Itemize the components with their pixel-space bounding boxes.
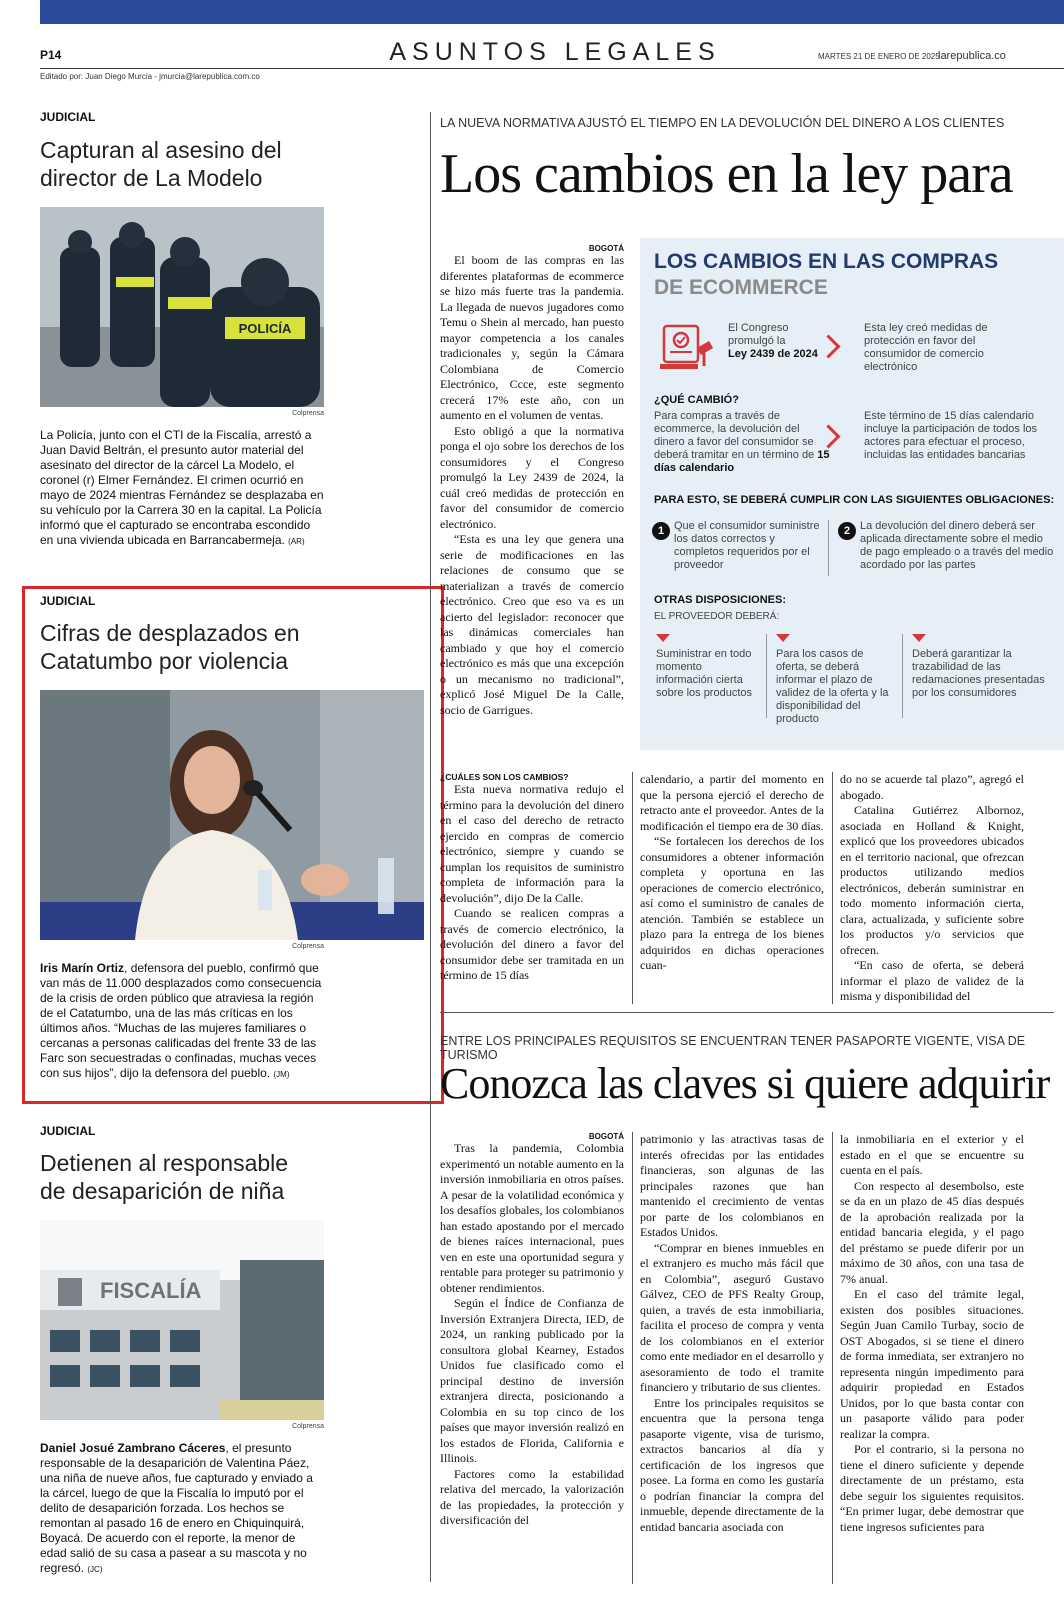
- article2-p7: la inmobiliaria en el exterior y el estado en el que se encuentre su cuenta en el país.: [840, 1132, 1024, 1177]
- brand-bar: [40, 0, 1064, 24]
- article2-p1: Tras la pandemia, Colombia experimentó un notable aumento en la inversión inmobiliaria en otros países. A pesar de la volatilidad económica y los desafíos globales, los colombianos han estado apostando por el mercado de bienes raíces internacional, pues ven en este una oportunidad segura y rentable para proteger su patrimonio y obtener rendimientos.: [440, 1141, 624, 1295]
- article1-kicker: LA NUEVA NORMATIVA AJUSTÓ EL TIEMPO EN LA DEVOLUCIÓN DEL DINERO A LOS CLIENTES: [440, 116, 1005, 130]
- edition-date: MARTES 21 DE ENERO DE 2025: [818, 52, 940, 61]
- article2-col3: [840, 1132, 1024, 1535]
- law-effect: Esta ley creó medidas de protección en favor del consumidor de comercio electrónico: [864, 322, 988, 373]
- other-provisions-head: OTRAS DISPOSICIONES:: [654, 594, 787, 606]
- column-divider: [430, 112, 431, 1582]
- svg-text:POLICÍA: POLICÍA: [238, 321, 292, 336]
- article1-p8: do no se acuerde tal plazo”, agregó el abogado.: [840, 772, 1024, 802]
- obligation-2-badge: 2: [838, 522, 856, 540]
- article2-col1: [440, 1132, 624, 1529]
- brief1-photo-credit: Colprensa: [292, 410, 324, 417]
- brief3-title: [40, 1149, 288, 1205]
- police-officers-image: [40, 207, 324, 407]
- congress-block: [728, 322, 823, 361]
- article1-col1-lower: [440, 772, 624, 984]
- article2-headline: Conozca las claves si quiere adquirir: [440, 1059, 1050, 1108]
- article1-col1: [440, 244, 624, 718]
- brief1-title: [40, 136, 282, 192]
- article1-p4: Esta nueva normativa redujo el término para la devolución del dinero en el caso del derecho de retracto ejercido en compras de comercio electrónico, siempre y cuando se cumplan los requisitos de suministro completa de información para la devolución”, dijo De la Calle.: [440, 782, 624, 905]
- article1-p7: “Se fortalecen los derechos de los consumidores a obtener información completa y oportuna en las operaciones de comercio electrónico, así como el suministro de canales de atención. También se establece un plazo para la entrega de los bienes adquiridos en dichas operaciones cuan-: [640, 834, 824, 972]
- section-title: ASUNTOS LEGALES: [389, 38, 721, 66]
- brief3-signature: (JC): [87, 1565, 103, 1574]
- obligation-2: La devolución del dinero deberá ser aplicada directamente sobre el medio de pago empleado o a través del medio acordado por las partes: [860, 520, 1054, 571]
- obligation-1-badge: 1: [652, 522, 670, 540]
- article1-col2: [640, 772, 824, 974]
- brief1-photo: [40, 207, 324, 407]
- infographic-subtitle: DE ECOMMERCE: [654, 276, 828, 299]
- article2-kicker: ENTRE LOS PRINCIPALES REQUISITOS SE ENCUENTRAN TENER PASAPORTE VIGENTE, VISA DE TURISMO: [440, 1034, 1026, 1062]
- article2-p5: “Comprar en bienes inmuebles en el extranjero es mucho más fácil que en Colombia”, aseguró Gustavo Gálvez, CEO de PFS Realty Group, quien, a través de esta inmobiliaria, facilita el proceso de compra y venta de los colombianos en el exterior como ente mediador en el desarrollo y asesoramiento de todo el tramite financiero y tributario de sus clientes.: [640, 1240, 824, 1394]
- article2-p4: patrimonio y las atractivas tasas de interés ofrecidas por las entidades financieras, son algunas de las principales razones que han mantenido el crecimiento de ventas por parte de los colombianos en Estados Unidos.: [640, 1132, 824, 1239]
- brief1-title-line1: Capturan al asesino del: [40, 137, 282, 163]
- article2-p9: En el caso del trámite legal, existen dos posibles situaciones. Según Juan Camilo Turbay, socio de OST Abogados, si se tiene el dinero de forma inmediata, ser extranjero no representa ningún impedimento para adquirir propiedad en Estados Unidos, por lo que basta contar con un pasaporte válido para poder realizar la compra.: [840, 1287, 1024, 1441]
- brief3-tag: JUDICIAL: [40, 1124, 96, 1138]
- article1-p6: calendario, a partir del momento en que la persona ejerció el derecho de retracto ante el proveedor. Antes de la modificación el tiempo era de 30 días.: [640, 772, 824, 833]
- obligation-divider: [828, 520, 829, 576]
- provision-divider: [902, 634, 903, 718]
- change-detail: Este término de 15 días calendario incluye la participación de todos los actores para efectuar el proceso, incluidas las entidades bancarias: [864, 410, 1038, 461]
- brief2-signature: (JM): [273, 1070, 290, 1079]
- brief3-title-line2: de desaparición de niña: [40, 1178, 285, 1204]
- article1-headline: Los cambios en la ley para: [440, 143, 1013, 205]
- provision-3: Deberá garantizar la trazabilidad de las redamaciones presentadas por los consumidores: [912, 648, 1045, 699]
- brief2-body: , defensora del pueblo, confirmó que van más de 11.000 desplazados como consecuencia de la crisis de orden público que atraviesa la región de el Catatumbo, una de las más críticas en los últimos años. “Muchas de las mujeres familiares o cercanas a personas calificadas del frente 33 de las Farc son secuestradas o confinadas, muchas veces con sus hijos”, dijo la defensora del pueblo.: [40, 961, 322, 1080]
- article1-divider-2: [832, 772, 833, 1004]
- article1-p9: Catalina Gutiérrez Albornoz, asociada en Holland & Knight, explicó que los proveedores ubicados en el territorio nacional, que ofrezcan productos utilizando medios electrónicos, deberán suministrar en todo momento información cierta, clara, actualizada, y suficiente sobre los productos y/o servicios que ofrecen.: [840, 803, 1024, 957]
- brief3-lead-name: Daniel Josué Zambrano Cáceres: [40, 1441, 226, 1455]
- fiscalia-building-image: [40, 1220, 324, 1420]
- article1-p2: Esto obligó a que la normativa ponga el ojo sobre los derechos de los consumidores y el Congreso promulgó la Ley 2439 de 2024, la cuál creó medidas de protección en favor del consumidor de comercio electrónico.: [440, 423, 624, 531]
- law-name: Ley 2439 de 2024: [728, 348, 818, 360]
- brief1-title-line2: director de La Modelo: [40, 165, 263, 191]
- brief3-photo-credit: Colprensa: [292, 1423, 324, 1430]
- brief3-body: , el presunto responsable de la desaparición de Valentina Páez, una niña de nueve años, fue capturado y enviado a la cárcel, luego de que la Fiscalía lo imputó por el delito de desaparición forzada. Los hechos se remontan al pasado 16 de enero en Chiquinquirá, Boyacá. De acuerdo con el reporte, la menor de edad salió de su casa a pasear a su mascota y no regresó.: [40, 1441, 313, 1575]
- article2-p8: Con respecto al desembolso, este se da en un plazo de 45 días después de la aprobación realizada por la entidad bancaria elegida, y el pago del préstamo se puede diferir por un máximo de 30 años, con una tasa de 7% anual.: [840, 1178, 1024, 1286]
- article2-location: BOGOTÁ: [588, 1132, 624, 1141]
- article1-location: BOGOTÁ: [588, 244, 624, 253]
- article1-p10: “En caso de oferta, se deberá informar el plazo de validez de la misma y disponibilidad del: [840, 958, 1024, 1003]
- svg-text:FISCALÍA: FISCALÍA: [100, 1278, 202, 1303]
- header-rule: [40, 68, 1064, 69]
- article1-p3: “Esta es una ley que genera una serie de modificaciones en las relaciones de consumo que se materializan a través de comercio electrónico. Creo que eso va es un acierto del legislador: reconocer que las dinámicas comerciales han cambiado y que hoy el comercio electrónico es más que una excepción o un mecanismo no tradicional”, explicó José Miguel De la Calle, socio de Garrigues.: [440, 532, 624, 717]
- article1-p1: El boom de las compras en las diferentes plataformas de ecommerce se hizo más fuerte tras la pandemia. La llegada de nuevos jugadores como Temu o Shein al mercado, han puesto mayor competencia a los canales tradicionales y, según la Cámara Colombiana de Comercio Electrónico, Ccce, este segmento crecerá 17% este año, con un aumento en el volumen de ventas.: [440, 253, 624, 422]
- brief1-tag: JUDICIAL: [40, 110, 96, 124]
- article1-col3: [840, 772, 1024, 1005]
- brief1-text: [40, 428, 324, 549]
- triangle-down-icon: [776, 634, 790, 642]
- article2-p3: Factores como la estabilidad relativa del mercado, la valorización de las propiedades, la protección y diversificación del: [440, 1466, 624, 1527]
- obligation-1: Que el consumidor suministre los datos correctos y completos requeridos por el proveedor: [674, 520, 820, 571]
- change-block: [654, 410, 830, 475]
- obligations-head: PARA ESTO, SE DEBERÁ CUMPLIR CON LAS SIGUIENTES OBLIGACIONES:: [654, 494, 1055, 506]
- brief1-signature: (AR): [288, 537, 305, 546]
- article2-divider-2: [832, 1132, 833, 1584]
- brief2-lead-name: Iris Marín Ortiz: [40, 961, 125, 975]
- brief3-title-line1: Detienen al responsable: [40, 1150, 289, 1176]
- article2-rule: [440, 1012, 1054, 1013]
- brief2-title-line1: Cifras de desplazados en: [40, 620, 300, 646]
- article2-p6: Entre los principales requisitos se encuentra que la persona tenga pasaporte vigente, visa de turismo, extractos bancarios al día y certificación de los ingresos que posee. La forma en como les gustaría o podrían financiar la compra del inmueble, depende directamente de la entidad bancaria asociada con: [640, 1395, 824, 1534]
- article1-divider-1: [632, 772, 633, 1004]
- article2-divider-1: [632, 1132, 633, 1584]
- gavel-laptop-icon: [660, 320, 716, 372]
- page-number: P14: [40, 48, 62, 62]
- article2-p2: Según el Índice de Confianza de Inversión Extranjera Directa, IED, de 2024, un ranking publicado por la consultora global Kearney, Estados Unidos fue clasificado como el principal destino de inversión extranjera directa, posicionando a Colombia en su top cinco de los países que mayor inversión realizó en los estados de Florida, California e Illinois.: [440, 1296, 624, 1465]
- brief3-text: [40, 1441, 324, 1577]
- change-term: 15 días calendario: [654, 449, 830, 474]
- congress-text: El Congreso promulgó la: [728, 322, 789, 347]
- highlight-box: [22, 586, 444, 1104]
- provision-2: Para los casos de oferta, se deberá informar el plazo de validez de la oferta y la disponibilidad del producto: [776, 648, 889, 725]
- infographic-panel: [640, 238, 1064, 750]
- what-changed-head: ¿QUÉ CAMBIÓ?: [654, 394, 739, 406]
- article2-p10: Por el contrario, si la persona no tiene el dinero suficiente y depende directamente de un préstamo, esta debe seguir los siguientes requisitos. “En primer lugar, debe demostrar que tiene ingresos suficientes para: [840, 1442, 1024, 1534]
- triangle-down-icon: [656, 634, 670, 642]
- provision-1: Suministrar en todo momento información cierta sobre los productos: [656, 648, 752, 699]
- editor-line: Editado por: Juan Diego Murcia - jmurcia@larepublica.com.co: [40, 72, 260, 81]
- article1-subhead: ¿CUÁLES SON LOS CAMBIOS?: [440, 772, 569, 782]
- provision-divider: [766, 634, 767, 718]
- article1-p5: Cuando se realicen compras a través de comercio electrónico, la devolución del dinero a favor del consumidor debe ser tramitada en un término de 15 días: [440, 906, 624, 982]
- brief2-photo-credit: Colprensa: [292, 943, 324, 950]
- brief1-body: La Policía, junto con el CTI de la Fiscalía, arrestó a Juan David Beltrán, el presunto autor material del asesinato del director de la cárcel La Modelo, el coronel (r) Elmer Fernández. El crimen ocurrió en mayo de 2024 mientras Fernández se desplazaba en su vehículo por la Carrera 30 en la capital. La Policía informó que el capturado se encontraba escondido en una vivienda ubicada en Barrancabermeja.: [40, 428, 324, 547]
- provider-must: EL PROVEEDOR DEBERÁ:: [654, 611, 780, 622]
- infographic-title: LOS CAMBIOS EN LAS COMPRAS: [654, 250, 999, 273]
- brief2-tag: JUDICIAL: [40, 594, 96, 608]
- triangle-down-icon: [912, 634, 926, 642]
- brief3-photo: [40, 1220, 324, 1420]
- site-link[interactable]: larepublica.co: [938, 50, 1006, 62]
- article2-col2: [640, 1132, 824, 1535]
- change-text: Para compras a través de ecommerce, la devolución del dinero a favor del consumidor se deberá tramitar en un término de: [654, 410, 815, 461]
- brief2-title-line2: Catatumbo por violencia: [40, 648, 289, 674]
